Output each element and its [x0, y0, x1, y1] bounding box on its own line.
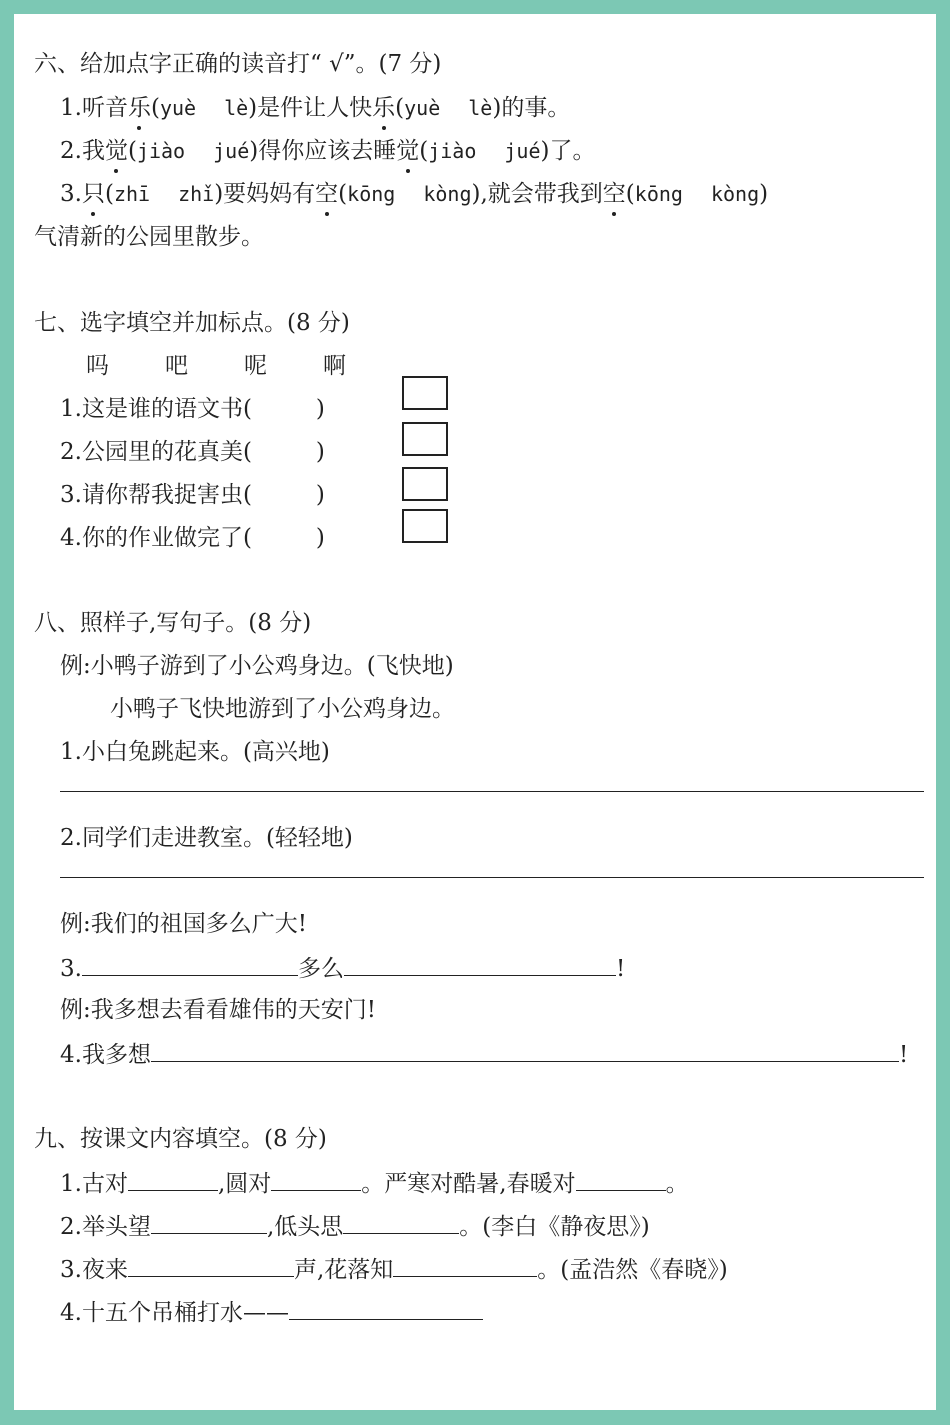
paren: (: [104, 181, 114, 207]
answer-blank[interactable]: [393, 1252, 537, 1277]
pinyin-option[interactable]: zhī: [113, 182, 151, 206]
word-choices: [86, 350, 346, 382]
pinyin-option[interactable]: jiào: [428, 139, 477, 163]
dotted-char: 空: [315, 178, 338, 210]
s6-question-1: [60, 92, 570, 124]
answer-blank[interactable]: [128, 1166, 218, 1191]
s6-q2-text-c: )得你应该去睡: [249, 138, 397, 164]
punctuation-box[interactable]: [402, 467, 448, 501]
answer-blank[interactable]: [128, 1252, 294, 1277]
s8-example-1-answer: 小鸭子飞快地游到了小公鸡身边。: [110, 696, 455, 722]
s9-q1-text: ,圆对: [217, 1171, 272, 1197]
paren: ): [315, 396, 325, 422]
answer-blank[interactable]: [289, 1295, 483, 1320]
word-choice: 吗: [86, 353, 109, 379]
pinyin-option[interactable]: lè: [224, 96, 249, 120]
s8-example-2: 例:我们的祖国多么广大!: [60, 911, 307, 937]
s8-question-4: [60, 1037, 908, 1071]
answer-blank[interactable]: [344, 951, 616, 976]
paren: ): [315, 482, 325, 508]
s6-q3-continuation: 气清新的公园里散步。: [34, 224, 264, 250]
s6-question-3: [60, 178, 768, 210]
answer-blank[interactable]: [151, 1209, 267, 1234]
paren: ): [315, 525, 325, 551]
pinyin-option[interactable]: kòng: [710, 182, 760, 206]
s8-example-1: 例:小鸭子游到了小公鸡身边。(飞快地): [60, 653, 454, 679]
s6-question-2: [60, 135, 595, 167]
paren: (: [395, 95, 405, 121]
s6-q1-text-a: 1.听音: [60, 95, 128, 121]
s9-q2-text: ,低头思: [266, 1214, 344, 1240]
s7-item-text: 1.这是谁的语文书(: [60, 396, 252, 422]
s9-q1-text: 。: [665, 1171, 689, 1197]
s9-q3-text: 。(孟浩然《春晓》): [537, 1257, 728, 1283]
pinyin-option[interactable]: jué: [504, 139, 541, 163]
pinyin-option[interactable]: yuè: [159, 96, 197, 120]
s8-question-3: [60, 951, 625, 985]
s8-q3-mid: 多么: [297, 956, 344, 982]
word-choice: 吧: [165, 353, 188, 379]
pinyin-option[interactable]: jiào: [136, 139, 186, 163]
s9-q1-text: 。严寒对酷暑,春暖对: [361, 1171, 576, 1197]
s6-q2-text-a: 2.我: [60, 138, 105, 164]
pinyin-option[interactable]: yuè: [404, 96, 441, 120]
punctuation-box[interactable]: [402, 509, 448, 543]
answer-line[interactable]: [60, 791, 924, 792]
s9-q1-text: 1.古对: [60, 1171, 128, 1197]
s7-item-text: 3.请你帮我捉害虫(: [60, 482, 252, 508]
dotted-char: 空: [603, 178, 626, 210]
section-6-title: 六、给加点字正确的读音打“ √”。(7 分): [34, 51, 442, 77]
dotted-char: 只: [82, 178, 105, 210]
s6-q3-text-e: ),就会带我到: [471, 181, 603, 207]
answer-blank[interactable]: [343, 1209, 459, 1234]
s6-q2-text-e: )了。: [540, 138, 596, 164]
section-7-title: 七、选字填空并加标点。(8 分): [34, 310, 350, 336]
answer-blank[interactable]: [151, 1037, 899, 1062]
dotted-char: 乐: [128, 92, 151, 124]
pinyin-option[interactable]: kòng: [423, 182, 472, 206]
s7-item-3: [60, 479, 325, 511]
s6-q3-text-c: )要妈妈有: [214, 181, 316, 207]
paren: (: [150, 95, 160, 121]
paren: ): [315, 439, 325, 465]
punctuation-box[interactable]: [402, 422, 448, 456]
dotted-char: 觉: [396, 135, 419, 167]
s8-example-3: 例:我多想去看看雄伟的天安门!: [60, 997, 376, 1023]
s7-item-2: [60, 436, 325, 468]
s8-q3-end: !: [615, 956, 626, 982]
section-8-title: 八、照样子,写句子。(8 分): [34, 610, 312, 636]
worksheet-page: [14, 14, 936, 1410]
s6-q1-text-c: )是件让人快: [248, 95, 373, 121]
answer-line[interactable]: [60, 877, 924, 878]
dotted-char: 乐: [372, 92, 395, 124]
s9-q4-text: 4.十五个吊桶打水——: [60, 1300, 289, 1326]
paren: (: [419, 138, 429, 164]
pinyin-option[interactable]: lè: [468, 96, 493, 120]
section-9-title: 九、按课文内容填空。(8 分): [34, 1126, 327, 1152]
pinyin-option[interactable]: jué: [213, 139, 250, 163]
s7-item-text: 2.公园里的花真美(: [60, 439, 252, 465]
s9-q3-text: 声,花落知: [293, 1257, 394, 1283]
s9-q3-text: 3.夜来: [60, 1257, 128, 1283]
dotted-char: 觉: [105, 135, 128, 167]
s9-q2-text: 2.举头望: [60, 1214, 151, 1240]
s8-q4-start: 4.我多想: [60, 1042, 151, 1068]
s8-q3-number: 3.: [60, 956, 82, 982]
pinyin-option[interactable]: zhǐ: [178, 182, 215, 206]
word-choice: 啊: [323, 353, 346, 379]
s7-item-1: [60, 393, 325, 425]
s9-question-3: [60, 1252, 728, 1286]
s9-question-1: [60, 1166, 689, 1200]
answer-blank[interactable]: [576, 1166, 666, 1191]
pinyin-option[interactable]: kōng: [634, 182, 683, 206]
s9-question-4: [60, 1295, 483, 1329]
s9-q2-text: 。(李白《静夜思》): [459, 1214, 650, 1240]
paren: (: [625, 181, 635, 207]
answer-blank[interactable]: [82, 951, 298, 976]
punctuation-box[interactable]: [402, 376, 448, 410]
answer-blank[interactable]: [271, 1166, 361, 1191]
paren: (: [338, 181, 348, 207]
paren: ): [759, 181, 769, 207]
s6-q1-text-e: )的事。: [492, 95, 571, 121]
paren: (: [127, 138, 137, 164]
s6-q3-text-a: 3.: [60, 181, 82, 207]
s7-item-4: [60, 522, 325, 554]
word-choice: 呢: [244, 353, 267, 379]
s8-question-2: 2.同学们走进教室。(轻轻地): [60, 825, 353, 851]
s9-question-2: [60, 1209, 650, 1243]
pinyin-option[interactable]: kōng: [347, 182, 396, 206]
s7-item-text: 4.你的作业做完了(: [60, 525, 252, 551]
s8-q4-end: !: [898, 1042, 909, 1068]
s8-question-1: 1.小白兔跳起来。(高兴地): [60, 739, 330, 765]
